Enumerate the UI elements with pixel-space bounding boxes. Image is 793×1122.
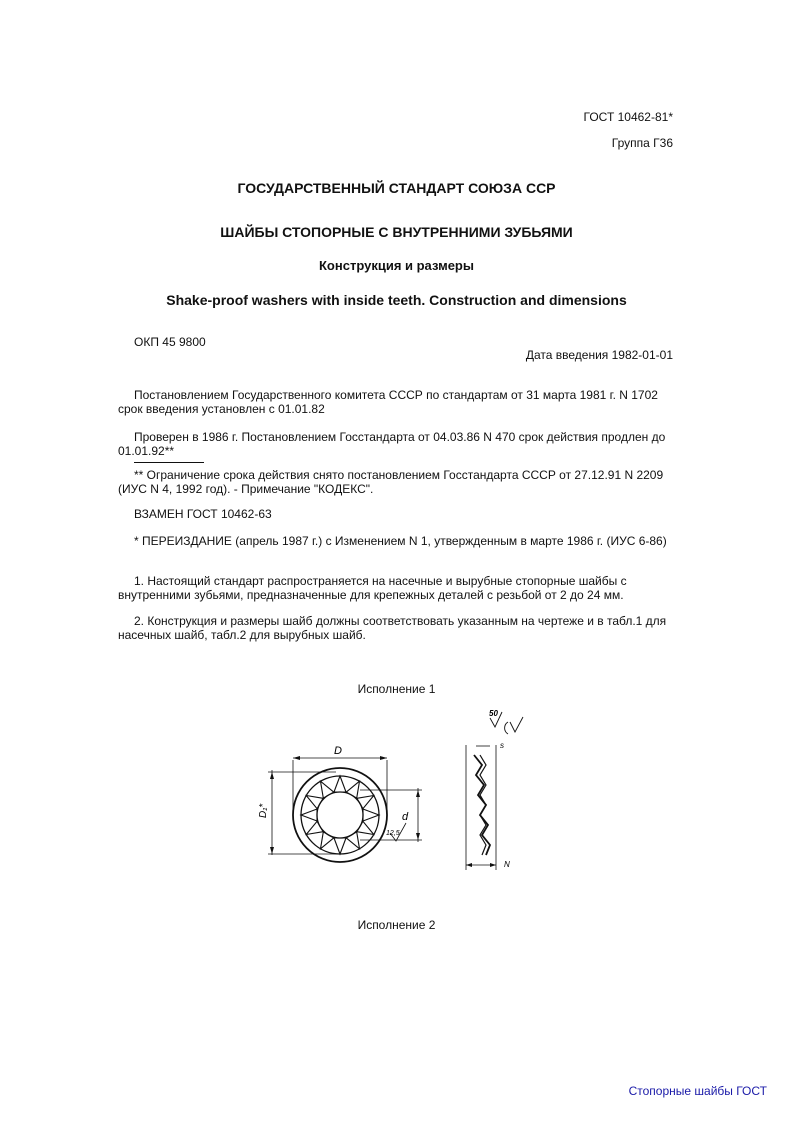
reissue-paragraph: * ПЕРЕИЗДАНИЕ (апрель 1987 г.) с Изменением N 1, утвержденным в марте 1986 г. (ИУС 6-86)	[134, 534, 667, 548]
footnote-paragraph: ** Ограничение срока действия снято постановлением Госстандарта СССР от 27.12.91 N 2209 (ИУС N 4, 1992 год). - Примечание "КОДЕКС".	[118, 468, 664, 496]
okp-code: ОКП 45 9800	[134, 335, 206, 349]
figure-caption-2: Исполнение 2	[357, 918, 436, 932]
checked-paragraph: Проверен в 1986 г. Постановлением Госстандарта от 04.03.86 N 470 срок действия продлен до 01.01.92**	[118, 430, 666, 458]
document-title: ГОСУДАРСТВЕННЫЙ СТАНДАРТ СОЮЗА ССР	[237, 180, 556, 196]
item-2-paragraph: 2. Конструкция и размеры шайб должны соответствовать указанным на чертеже и в табл.1 для насечных шайб, табл.2 для вырубных шайб.	[118, 614, 667, 642]
intro-date: Дата введения 1982-01-01	[525, 348, 673, 362]
label-roughness-top: 50	[489, 709, 498, 718]
item-1-paragraph: 1. Настоящий стандарт распространяется на насечные и вырубные стопорные шайбы с внутренними зубьями, предназначенные для крепежных деталей с резьбой от 2 до 24 мм.	[118, 574, 627, 602]
washer-side-view	[466, 712, 523, 870]
replaces-paragraph: ВЗАМЕН ГОСТ 10462-63	[134, 507, 272, 521]
figure-caption-1: Исполнение 1	[357, 682, 436, 696]
document-subtitle: Конструкция и размеры	[319, 258, 474, 273]
washer-top-view	[268, 756, 422, 862]
label-D1: D₁*	[258, 803, 269, 818]
gost-number: ГОСТ 10462-81*	[583, 110, 673, 124]
footnote-divider	[134, 462, 204, 463]
label-d: d	[402, 811, 409, 823]
document-english-title: Shake-proof washers with inside teeth. Construction and dimensions	[166, 292, 627, 308]
washer-drawing	[250, 700, 550, 880]
label-N: N	[504, 860, 510, 869]
label-roughness-main: 12,5	[386, 830, 400, 837]
gost-group: Группа Г36	[611, 136, 673, 150]
footer-link[interactable]: Стопорные шайбы ГОСТ	[628, 1084, 767, 1098]
document-subject: ШАЙБЫ СТОПОРНЫЕ С ВНУТРЕННИМИ ЗУБЬЯМИ	[220, 224, 573, 240]
label-D: D	[334, 745, 342, 757]
label-s: s	[500, 741, 504, 750]
resolution-paragraph: Постановлением Государственного комитета СССР по стандартам от 31 марта 1981 г. N 1702 срок введения установлен с 01.01.82	[118, 388, 658, 416]
